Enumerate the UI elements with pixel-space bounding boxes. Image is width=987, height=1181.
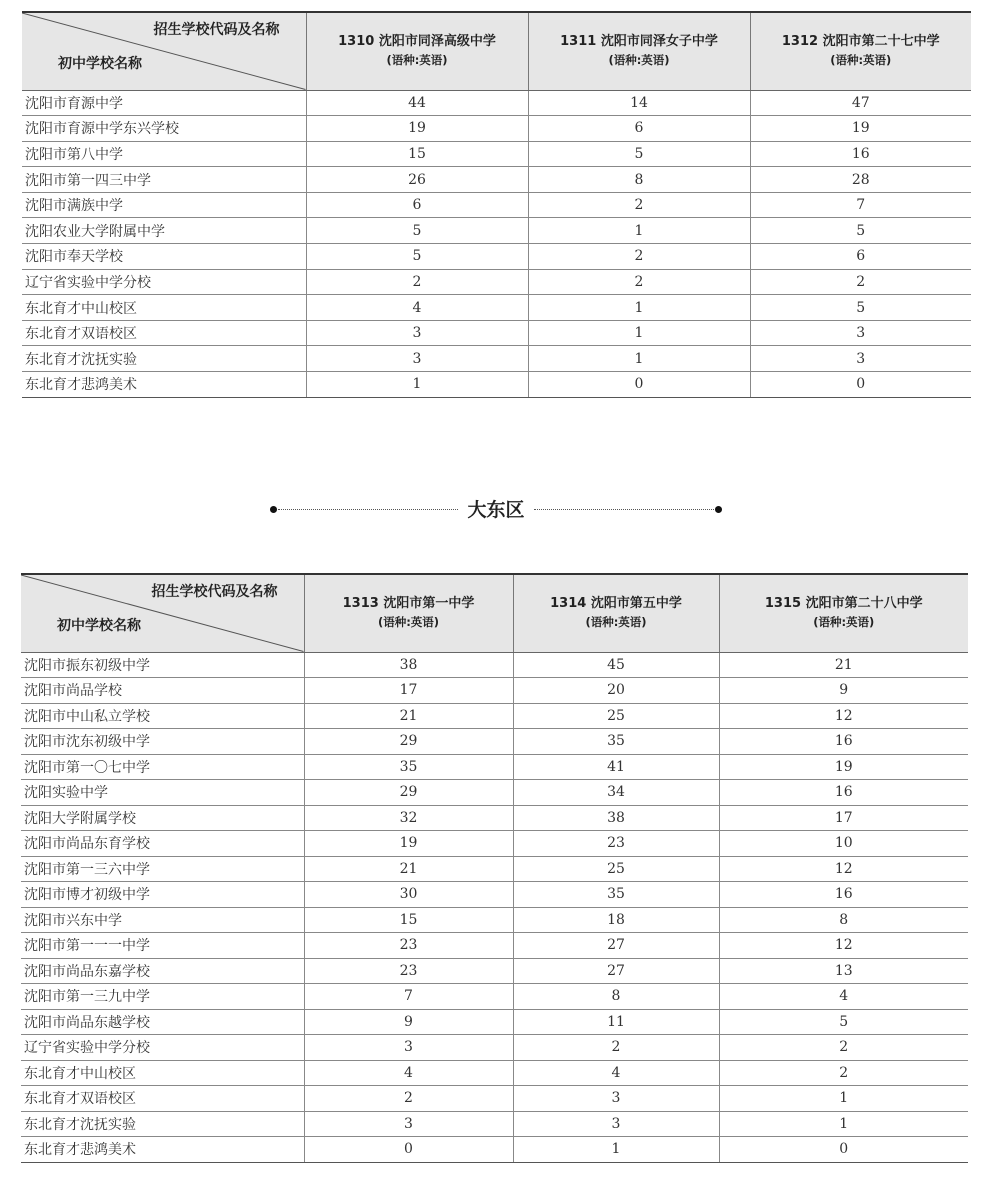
table-row — [22, 116, 971, 142]
table-row — [21, 856, 968, 882]
quota-value: 8 — [528, 167, 750, 193]
middle-school-name: 辽宁省实验中学分校 — [22, 269, 306, 295]
quota-value: 21 — [719, 652, 968, 678]
quota-value: 3 — [513, 1086, 719, 1112]
table-row — [22, 90, 971, 116]
table-row — [22, 269, 971, 295]
table-row — [21, 729, 968, 755]
quota-value: 15 — [306, 141, 528, 167]
quota-value: 27 — [513, 933, 719, 959]
column-header — [750, 12, 971, 90]
column-language: (语种:英语) — [585, 615, 647, 630]
table-row — [22, 192, 971, 218]
quota-value: 5 — [528, 141, 750, 167]
middle-school-name: 沈阳实验中学 — [21, 780, 304, 806]
column-header — [304, 574, 513, 652]
table-body — [21, 652, 968, 1162]
district-heading — [270, 497, 722, 523]
bullet-dot — [715, 506, 722, 513]
table-row — [21, 678, 968, 704]
column-header — [306, 12, 528, 90]
column-school-name: 1315 沈阳市第二十八中学 — [764, 596, 923, 612]
table-row — [21, 1035, 968, 1061]
middle-school-name: 沈阳农业大学附属中学 — [22, 218, 306, 244]
column-school-name: 1312 沈阳市第二十七中学 — [781, 34, 940, 50]
table-row — [22, 295, 971, 321]
quota-value: 23 — [513, 831, 719, 857]
corner-bottom-label: 初中学校名称 — [57, 617, 141, 634]
middle-school-name: 沈阳市尚品东越学校 — [21, 1009, 304, 1035]
table-row — [21, 1111, 968, 1137]
diagonal-header-cell — [21, 574, 304, 652]
quota-value: 8 — [513, 984, 719, 1010]
middle-school-name: 东北育才双语校区 — [22, 320, 306, 346]
table-row — [21, 1060, 968, 1086]
quota-value: 13 — [719, 958, 968, 984]
column-header — [513, 574, 719, 652]
quota-value: 1 — [719, 1111, 968, 1137]
quota-value: 6 — [528, 116, 750, 142]
quota-value: 16 — [719, 729, 968, 755]
quota-value: 5 — [306, 244, 528, 270]
quota-table-1 — [22, 11, 971, 398]
column-school-name: 1313 沈阳市第一中学 — [342, 596, 475, 612]
quota-value: 27 — [513, 958, 719, 984]
quota-value: 5 — [750, 218, 971, 244]
quota-value: 3 — [750, 320, 971, 346]
quota-value: 6 — [750, 244, 971, 270]
middle-school-name: 沈阳市奉天学校 — [22, 244, 306, 270]
quota-value: 38 — [513, 805, 719, 831]
quota-value: 1 — [513, 1137, 719, 1163]
quota-value: 18 — [513, 907, 719, 933]
table-row — [22, 346, 971, 372]
quota-value: 2 — [528, 192, 750, 218]
quota-value: 45 — [513, 652, 719, 678]
quota-value: 0 — [750, 372, 971, 398]
quota-value: 2 — [528, 244, 750, 270]
quota-value: 5 — [719, 1009, 968, 1035]
quota-table-2 — [21, 573, 968, 1163]
header-row — [22, 12, 971, 90]
quota-value: 4 — [719, 984, 968, 1010]
quota-value: 16 — [719, 780, 968, 806]
quota-value: 19 — [719, 754, 968, 780]
table-row — [21, 984, 968, 1010]
quota-value: 1 — [306, 372, 528, 398]
quota-value: 9 — [719, 678, 968, 704]
quota-value: 19 — [304, 831, 513, 857]
quota-value: 3 — [513, 1111, 719, 1137]
quota-value: 5 — [306, 218, 528, 244]
middle-school-name: 沈阳大学附属学校 — [21, 805, 304, 831]
middle-school-name: 东北育才悲鸿美术 — [22, 372, 306, 398]
quota-value: 23 — [304, 933, 513, 959]
middle-school-name: 东北育才沈抚实验 — [21, 1111, 304, 1137]
quota-value: 35 — [513, 882, 719, 908]
middle-school-name: 沈阳市沈东初级中学 — [21, 729, 304, 755]
middle-school-name: 沈阳市第一四三中学 — [22, 167, 306, 193]
quota-value: 25 — [513, 856, 719, 882]
column-header — [719, 574, 968, 652]
quota-value: 20 — [513, 678, 719, 704]
middle-school-name: 沈阳市第一三九中学 — [21, 984, 304, 1010]
quota-value: 12 — [719, 856, 968, 882]
column-language: (语种:英语) — [377, 615, 440, 630]
quota-value: 2 — [513, 1035, 719, 1061]
middle-school-name: 沈阳市育源中学 — [22, 90, 306, 116]
quota-value: 1 — [528, 320, 750, 346]
quota-value: 5 — [750, 295, 971, 321]
dotted-rule — [534, 509, 714, 510]
header-row — [21, 574, 968, 652]
quota-value: 4 — [304, 1060, 513, 1086]
table-row — [22, 320, 971, 346]
column-school-name: 1310 沈阳市同泽高级中学 — [338, 34, 496, 50]
column-header — [528, 12, 750, 90]
quota-value: 1 — [528, 218, 750, 244]
table-row — [21, 1137, 968, 1163]
middle-school-name: 沈阳市兴东中学 — [21, 907, 304, 933]
district-title: 大东区 — [467, 499, 525, 521]
table-row — [21, 1009, 968, 1035]
middle-school-name: 东北育才沈抚实验 — [22, 346, 306, 372]
column-school-name: 1314 沈阳市第五中学 — [550, 596, 682, 612]
middle-school-name: 东北育才双语校区 — [21, 1086, 304, 1112]
quota-value: 3 — [304, 1111, 513, 1137]
middle-school-name: 沈阳市第八中学 — [22, 141, 306, 167]
middle-school-name: 沈阳市育源中学东兴学校 — [22, 116, 306, 142]
table-row — [22, 244, 971, 270]
table-row — [22, 167, 971, 193]
quota-value: 30 — [304, 882, 513, 908]
quota-value: 19 — [306, 116, 528, 142]
middle-school-name: 沈阳市尚品学校 — [21, 678, 304, 704]
table-row — [21, 831, 968, 857]
quota-value: 2 — [719, 1035, 968, 1061]
column-language: (语种:英语) — [813, 615, 875, 630]
column-language: (语种:英语) — [386, 53, 448, 68]
corner-top-label: 招生学校代码及名称 — [153, 22, 280, 38]
column-language: (语种:英语) — [608, 53, 670, 68]
quota-value: 25 — [513, 703, 719, 729]
quota-value: 29 — [304, 729, 513, 755]
quota-value: 21 — [304, 856, 513, 882]
quota-value: 47 — [750, 90, 971, 116]
quota-value: 26 — [306, 167, 528, 193]
table-row — [21, 780, 968, 806]
table-body — [22, 90, 971, 397]
quota-value: 0 — [719, 1137, 968, 1163]
quota-value: 2 — [306, 269, 528, 295]
quota-value: 6 — [306, 192, 528, 218]
quota-value: 7 — [750, 192, 971, 218]
quota-value: 7 — [304, 984, 513, 1010]
middle-school-name: 沈阳市第一三六中学 — [21, 856, 304, 882]
middle-school-name: 沈阳市满族中学 — [22, 192, 306, 218]
quota-value: 34 — [513, 780, 719, 806]
table-row — [21, 1086, 968, 1112]
quota-value: 3 — [750, 346, 971, 372]
quota-value: 15 — [304, 907, 513, 933]
quota-value: 4 — [513, 1060, 719, 1086]
table-row — [22, 218, 971, 244]
middle-school-name: 沈阳市博才初级中学 — [21, 882, 304, 908]
quota-value: 16 — [750, 141, 971, 167]
middle-school-name: 沈阳市尚品东育学校 — [21, 831, 304, 857]
quota-value: 2 — [750, 269, 971, 295]
middle-school-name: 沈阳市中山私立学校 — [21, 703, 304, 729]
column-language: (语种:英语) — [830, 53, 892, 68]
table-row — [21, 882, 968, 908]
middle-school-name: 东北育才悲鸿美术 — [21, 1137, 304, 1163]
middle-school-name: 东北育才中山校区 — [22, 295, 306, 321]
quota-value: 3 — [306, 346, 528, 372]
quota-value: 0 — [528, 372, 750, 398]
column-school-name: 1311 沈阳市同泽女子中学 — [560, 34, 718, 50]
quota-value: 11 — [513, 1009, 719, 1035]
quota-value: 41 — [513, 754, 719, 780]
quota-value: 9 — [304, 1009, 513, 1035]
table-row — [22, 372, 971, 398]
middle-school-name: 沈阳市第一一一中学 — [21, 933, 304, 959]
table-row — [21, 805, 968, 831]
quota-value: 17 — [304, 678, 513, 704]
quota-value: 14 — [528, 90, 750, 116]
quota-value: 28 — [750, 167, 971, 193]
quota-value: 0 — [304, 1137, 513, 1163]
quota-value: 23 — [304, 958, 513, 984]
quota-value: 21 — [304, 703, 513, 729]
quota-value: 2 — [528, 269, 750, 295]
middle-school-name: 沈阳市尚品东嘉学校 — [21, 958, 304, 984]
middle-school-name: 沈阳市第一〇七中学 — [21, 754, 304, 780]
quota-value: 1 — [528, 346, 750, 372]
quota-value: 4 — [306, 295, 528, 321]
table-row — [21, 652, 968, 678]
quota-value: 32 — [304, 805, 513, 831]
quota-value: 16 — [719, 882, 968, 908]
quota-value: 3 — [304, 1035, 513, 1061]
quota-value: 35 — [513, 729, 719, 755]
quota-value: 2 — [719, 1060, 968, 1086]
quota-value: 1 — [528, 295, 750, 321]
table-row — [21, 703, 968, 729]
quota-value: 44 — [306, 90, 528, 116]
quota-value: 17 — [719, 805, 968, 831]
table-row — [21, 754, 968, 780]
corner-top-label: 招生学校代码及名称 — [151, 584, 278, 600]
quota-value: 3 — [306, 320, 528, 346]
middle-school-name: 辽宁省实验中学分校 — [21, 1035, 304, 1061]
table-row — [21, 933, 968, 959]
diagonal-header-cell — [22, 12, 306, 90]
corner-bottom-label: 初中学校名称 — [58, 55, 142, 72]
table-row — [21, 907, 968, 933]
quota-value: 35 — [304, 754, 513, 780]
middle-school-name: 沈阳市振东初级中学 — [21, 652, 304, 678]
quota-value: 2 — [304, 1086, 513, 1112]
quota-value: 8 — [719, 907, 968, 933]
quota-value: 38 — [304, 652, 513, 678]
quota-value: 29 — [304, 780, 513, 806]
quota-value: 19 — [750, 116, 971, 142]
table-row — [21, 958, 968, 984]
table-row — [22, 141, 971, 167]
quota-value: 1 — [719, 1086, 968, 1112]
quota-value: 12 — [719, 703, 968, 729]
quota-value: 10 — [719, 831, 968, 857]
quota-value: 12 — [719, 933, 968, 959]
middle-school-name: 东北育才中山校区 — [21, 1060, 304, 1086]
